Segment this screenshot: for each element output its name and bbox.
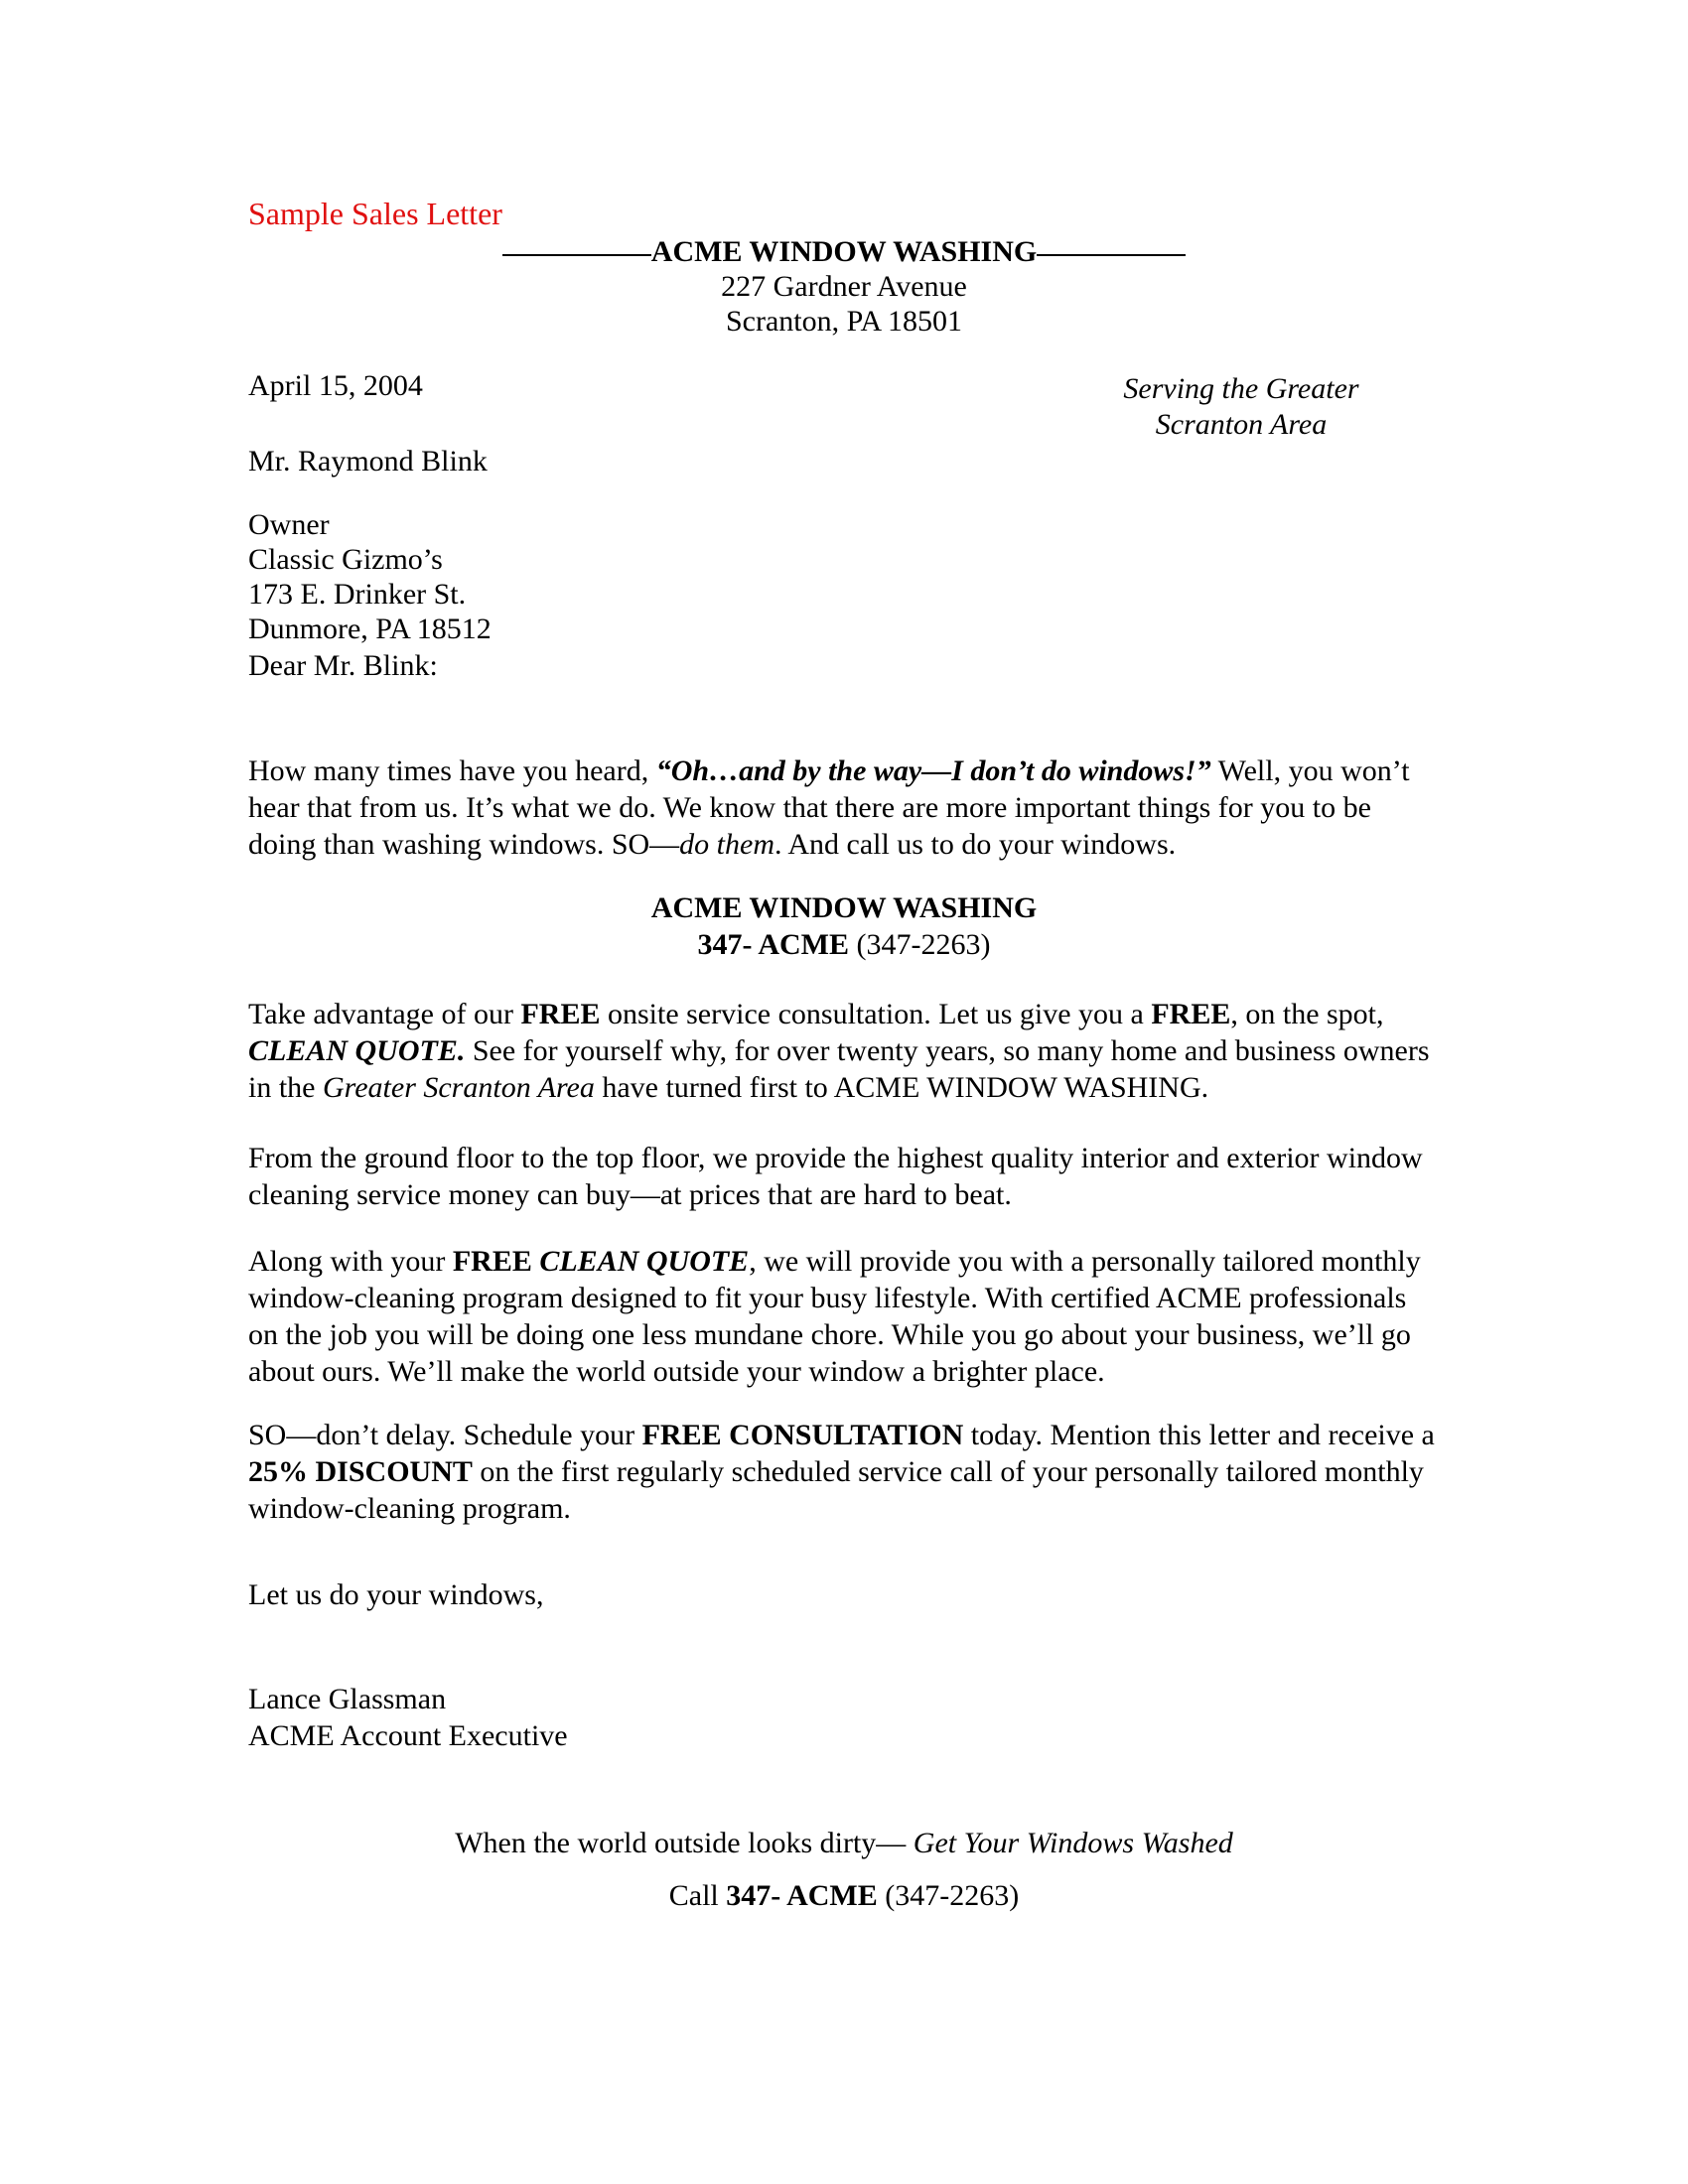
para2-text-b: onsite service consultation. Let us give you a <box>600 998 1152 1030</box>
recipient-city: Dunmore, PA 18512 <box>248 613 492 645</box>
para1-text-b: Well, you won’t hear that from us. It’s what we do. We know that there are more important things for you to be doing than washing windows. SO— <box>248 754 1410 861</box>
para1-quote: “Oh…and by the way—I don’t do windows!” <box>655 754 1211 787</box>
letter-date: April 15, 2004 <box>248 369 423 402</box>
underline-left <box>502 254 651 256</box>
recipient-company: Classic Gizmo’s <box>248 543 443 576</box>
footer-slogan <box>248 1825 1440 1861</box>
letterhead-company-name: ACME WINDOW WASHING <box>650 235 1038 268</box>
contact-phone-number: (347-2263) <box>849 928 991 961</box>
recipient-address <box>248 507 492 683</box>
paragraph-program <box>248 1243 1440 1390</box>
para1-do-them: do them <box>679 828 774 861</box>
para5-text-b: today. Mention this letter and receive a <box>963 1419 1435 1451</box>
para4-text-a: Along with your <box>248 1245 453 1278</box>
signature-block <box>248 1681 568 1754</box>
recipient-street: 173 E. Drinker St. <box>248 578 467 611</box>
para1-text-c: . And call us to do your windows. <box>774 828 1177 861</box>
salutation: Dear Mr. Blink: <box>248 649 438 682</box>
para5-discount: 25% DISCOUNT <box>248 1455 473 1488</box>
footer-call-label: Call <box>668 1879 727 1912</box>
footer-slogan-a: When the world outside looks dirty— <box>455 1827 914 1859</box>
para2-free-2: FREE <box>1151 998 1231 1030</box>
para2-text-d: See for yourself why, for over twenty years, so many home and business owners in the <box>248 1034 1430 1104</box>
paragraph-discount <box>248 1417 1440 1527</box>
para2-text-c: , on the spot, <box>1230 998 1384 1030</box>
para4-clean-quote: CLEAN QUOTE <box>539 1245 750 1278</box>
letterhead-street: 227 Gardner Avenue <box>721 270 967 303</box>
para2-clean-quote: CLEAN QUOTE. <box>248 1034 466 1067</box>
paragraph-intro <box>248 752 1440 863</box>
footer-phone-number: (347-2263) <box>877 1879 1020 1912</box>
paragraph-quality <box>248 1140 1440 1213</box>
contact-company: ACME WINDOW WASHING <box>650 891 1038 924</box>
letterhead-company <box>248 234 1440 269</box>
tagline-line-2: Scranton Area <box>1155 408 1328 441</box>
recipient-name: Mr. Raymond Blink <box>248 445 488 478</box>
para2-area: Greater Scranton Area <box>323 1071 595 1104</box>
para2-text-a: Take advantage of our <box>248 998 521 1030</box>
para2-text-e: have turned first to ACME WINDOW WASHING. <box>594 1071 1209 1104</box>
contact-block <box>248 889 1440 963</box>
para5-text-a: SO—don’t delay. Schedule your <box>248 1419 642 1451</box>
footer-call <box>248 1877 1440 1914</box>
letterhead-city: Scranton, PA 18501 <box>725 305 963 338</box>
para1-text-a: How many times have you heard, <box>248 754 656 787</box>
contact-phone-bold: 347- ACME <box>697 928 849 961</box>
para5-text-c: on the first regularly scheduled service call of your personally tailored monthly window-cleaning program. <box>248 1455 1424 1525</box>
para4-free: FREE <box>452 1245 532 1278</box>
footer-slogan-b: Get Your Windows Washed <box>913 1827 1233 1859</box>
closing: Let us do your windows, <box>248 1578 544 1611</box>
para4-text-b: , we will provide you with a personally tailored monthly window-cleaning program designed to fit your busy lifestyle. With certified ACME professionals on the job you will be doing one less mundane chore. While you go about your business, we’ll go about ours. We’ll make the world outside your window a brighter place. <box>248 1245 1421 1388</box>
tagline <box>1092 371 1390 443</box>
signer-name: Lance Glassman <box>248 1683 447 1715</box>
para2-free-1: FREE <box>520 998 601 1030</box>
paragraph-free-quote <box>248 996 1440 1106</box>
letterhead <box>248 234 1440 339</box>
tagline-line-1: Serving the Greater <box>1123 372 1359 405</box>
para3-text: From the ground floor to the top floor, we provide the highest quality interior and exterior window cleaning service money can buy—at prices that are hard to beat. <box>248 1142 1423 1211</box>
signer-title: ACME Account Executive <box>248 1719 568 1752</box>
footer-phone-bold: 347- ACME <box>726 1879 878 1912</box>
document-label: Sample Sales Letter <box>248 196 502 231</box>
underline-right <box>1037 254 1186 256</box>
recipient-title: Owner <box>248 508 330 541</box>
para5-consultation: FREE CONSULTATION <box>641 1419 964 1451</box>
